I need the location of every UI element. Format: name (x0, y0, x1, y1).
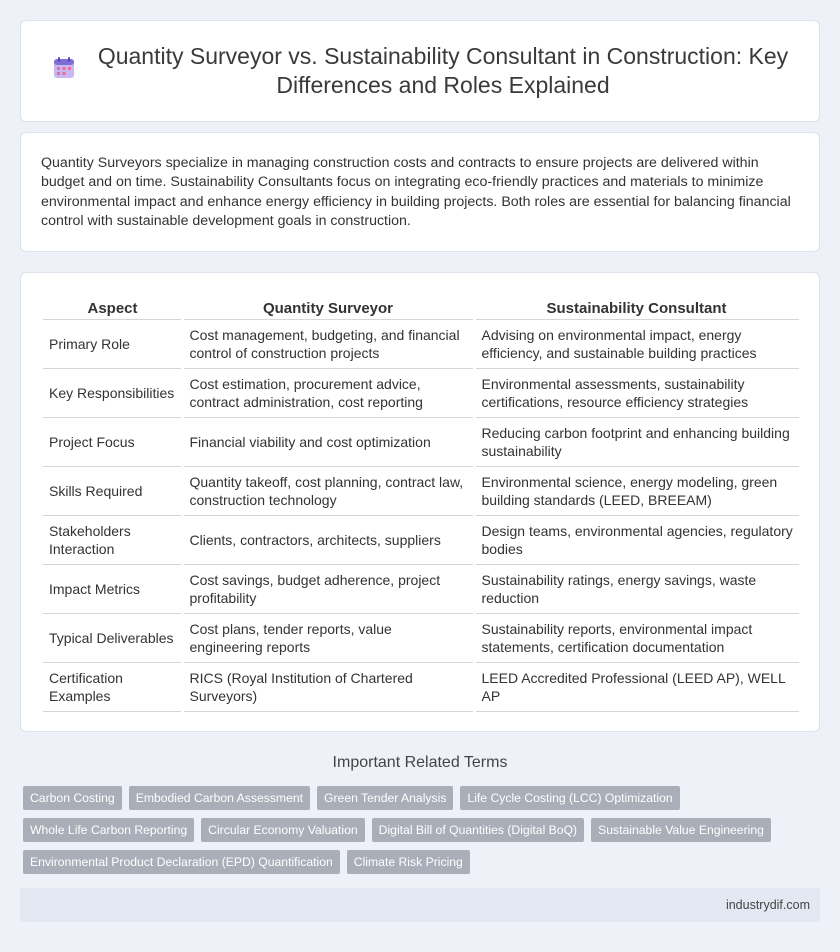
table-header-row (43, 295, 799, 320)
footer (20, 888, 820, 922)
row-sustainability-consultant: LEED Accredited Professional (LEED AP), WELL AP (474, 663, 799, 712)
row-aspect: Stakeholders Interaction (43, 516, 182, 565)
row-sustainability-consultant: Design teams, environmental agencies, regulatory bodies (474, 516, 799, 565)
header-aspect: Aspect (43, 295, 182, 320)
related-term-tag[interactable]: Life Cycle Costing (LCC) Optimization (460, 786, 679, 810)
row-sustainability-consultant: Sustainability reports, environmental impact statements, certification documentation (474, 614, 799, 663)
intro-card (20, 132, 820, 252)
row-quantity-surveyor: Cost savings, budget adherence, project profitability (182, 565, 474, 614)
related-term-tag[interactable]: Digital Bill of Quantities (Digital BoQ) (372, 818, 584, 842)
row-quantity-surveyor: Clients, contractors, architects, suppliers (182, 516, 474, 565)
row-quantity-surveyor: Quantity takeoff, cost planning, contract law, construction technology (182, 467, 474, 516)
table-row (43, 418, 799, 467)
related-term-tag[interactable]: Sustainable Value Engineering (591, 818, 771, 842)
row-aspect: Skills Required (43, 467, 182, 516)
table-row (43, 614, 799, 663)
row-aspect: Key Responsibilities (43, 369, 182, 418)
row-sustainability-consultant: Reducing carbon footprint and enhancing building sustainability (474, 418, 799, 467)
row-sustainability-consultant: Environmental science, energy modeling, green building standards (LEED, BREEAM) (474, 467, 799, 516)
related-term-tag[interactable]: Climate Risk Pricing (347, 850, 470, 874)
related-terms-heading: Important Related Terms (332, 754, 508, 771)
title-card (20, 20, 820, 122)
row-aspect: Typical Deliverables (43, 614, 182, 663)
related-term-tag[interactable]: Whole Life Carbon Reporting (23, 818, 194, 842)
row-quantity-surveyor: RICS (Royal Institution of Chartered Surveyors) (182, 663, 474, 712)
comparison-card (20, 272, 820, 732)
related-term-tag[interactable]: Green Tender Analysis (317, 786, 453, 810)
table-row (43, 320, 799, 369)
header-sustainability-consultant: Sustainability Consultant (474, 295, 799, 320)
related-term-tag[interactable]: Circular Economy Valuation (201, 818, 364, 842)
row-sustainability-consultant: Sustainability ratings, energy savings, waste reduction (474, 565, 799, 614)
row-aspect: Project Focus (43, 418, 182, 467)
page-title: Quantity Surveyor vs. Sustainability Consultant in Construction: Key Differences and Roles Explained (97, 43, 789, 98)
table-row (43, 663, 799, 712)
table-row (43, 467, 799, 516)
related-term-tag[interactable]: Carbon Costing (23, 786, 122, 810)
related-terms-list (23, 786, 823, 882)
row-sustainability-consultant: Advising on environmental impact, energy efficiency, and sustainable building practices (474, 320, 799, 369)
table-row (43, 565, 799, 614)
header-quantity-surveyor: Quantity Surveyor (182, 295, 474, 320)
row-quantity-surveyor: Financial viability and cost optimization (182, 418, 474, 467)
table-row (43, 369, 799, 418)
intro-paragraph: Quantity Surveyors specialize in managing construction costs and contracts to ensure projects are delivered within budget and on time. Sustainability Consultants focus on integrating eco-friendly practices and materials to minimize environmental impact and enhance energy efficiency in building projects. Both roles are essential for balancing financial control with sustainable development goals in construction. (41, 155, 791, 229)
row-aspect: Primary Role (43, 320, 182, 369)
row-quantity-surveyor: Cost estimation, procurement advice, contract administration, cost reporting (182, 369, 474, 418)
footer-site-link[interactable]: industrydif.com (725, 898, 810, 912)
related-term-tag[interactable]: Environmental Product Declaration (EPD) Quantification (23, 850, 340, 874)
calendar-icon (51, 55, 77, 81)
table-row (43, 516, 799, 565)
related-term-tag[interactable]: Embodied Carbon Assessment (129, 786, 310, 810)
row-aspect: Certification Examples (43, 663, 182, 712)
comparison-table (43, 295, 799, 712)
row-quantity-surveyor: Cost plans, tender reports, value engineering reports (182, 614, 474, 663)
row-sustainability-consultant: Environmental assessments, sustainability certifications, resource efficiency strategies (474, 369, 799, 418)
title-wrap (21, 42, 819, 100)
row-aspect: Impact Metrics (43, 565, 182, 614)
row-quantity-surveyor: Cost management, budgeting, and financial control of construction projects (182, 320, 474, 369)
